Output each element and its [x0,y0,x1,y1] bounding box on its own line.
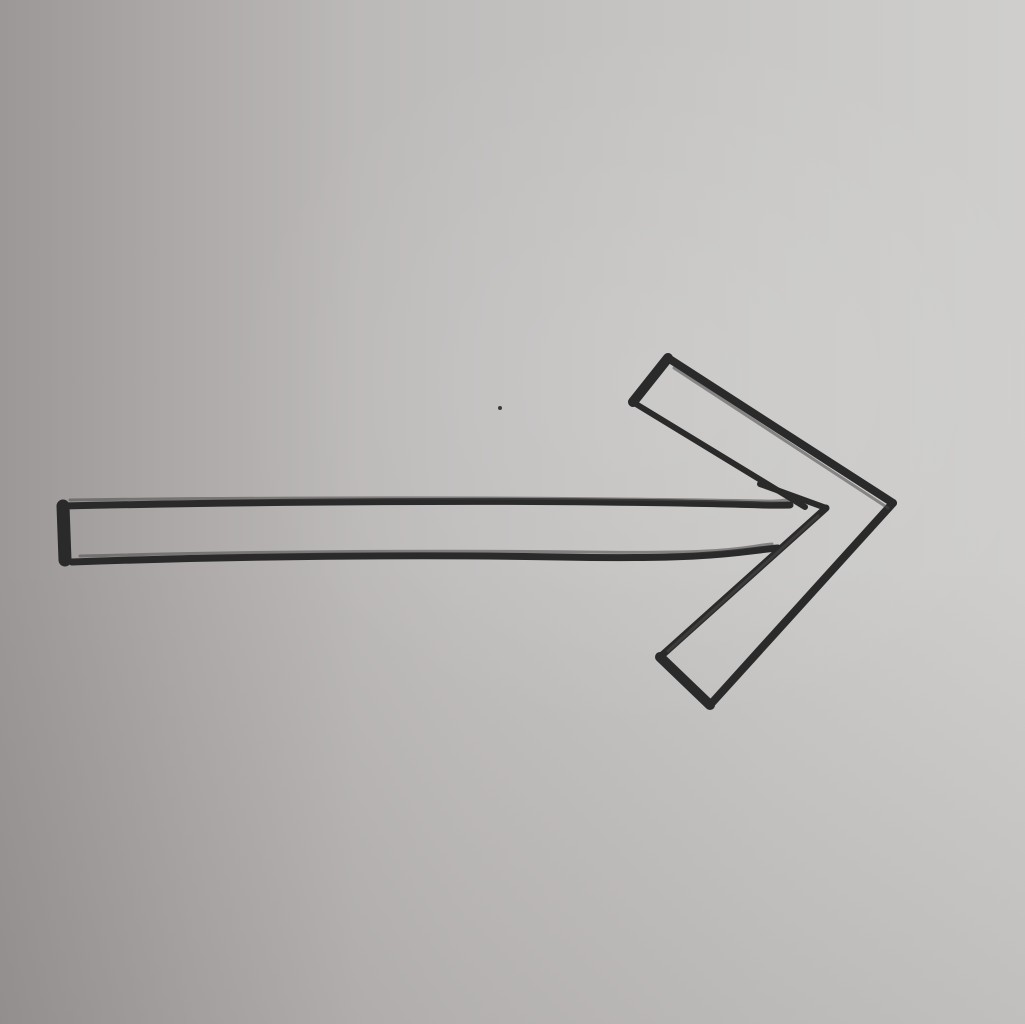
pencil-dot [498,406,502,410]
arrow-head [633,358,893,705]
head-upper-sketch [674,368,888,508]
head-upper-cap [633,358,668,402]
head-lower-sketch [668,516,818,651]
shaft-top-edge [62,501,790,506]
arrow-shaft [62,498,790,562]
head-lower-cap [660,657,710,705]
shaft-tail-cap [63,506,65,560]
head-upper-outer [668,358,893,503]
